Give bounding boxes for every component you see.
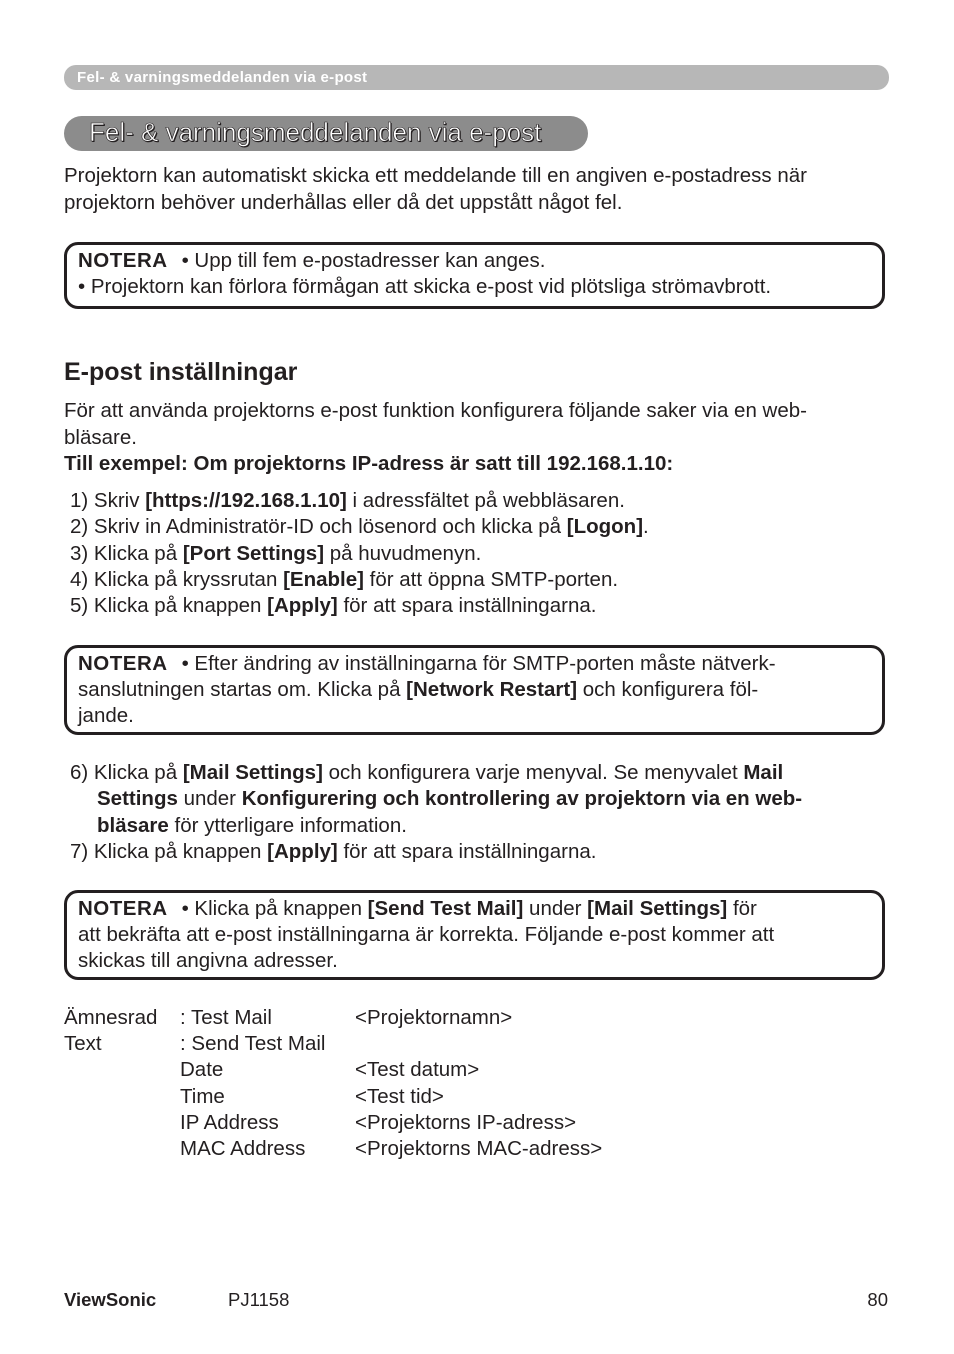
note-box-2 [64, 645, 885, 735]
running-header-title: Fel- & varningsmeddelanden via e-post [77, 69, 368, 86]
note-label: NOTERA [78, 652, 168, 675]
table-value: <Test datum> [355, 1058, 480, 1082]
subject-label: Ämnesrad [64, 1006, 158, 1029]
table-field: MAC Address [180, 1137, 306, 1161]
mail-table-labels [64, 1005, 157, 1057]
list-item: 3) Klicka på [Port Settings] på huvudmenyn. [70, 541, 482, 565]
table-field: IP Address [180, 1110, 279, 1134]
intro-line: För att använda projektorns e-post funktion konfigurera följande saker via en web- [64, 399, 807, 422]
intro-line: projektorn behöver underhållas eller då det uppstått något fel. [64, 190, 623, 214]
intro-line: bläsare. [64, 425, 137, 449]
section-title: Fel- & varningsmeddelanden via e-post [89, 117, 542, 147]
example-line: Till exempel: Om projektorns IP-adress är satt till 192.168.1.10: [64, 452, 674, 475]
note-text: jande. [78, 704, 134, 727]
list-item-continuation: bläsare för ytterligare information. [97, 813, 407, 837]
intro-paragraph [64, 163, 894, 216]
running-header-bar [64, 65, 889, 90]
note-box-3: NOTERA • Klicka på knappen [Send Test Mail] under [Mail Settings] för att bekräfta att e-post inställningarna är korrekta. Följande e-post kommer att skickas till angivna adresser. [64, 890, 885, 980]
email-settings-heading: E-post inställningar [64, 358, 298, 386]
list-item: 2) Skriv in Administratör-ID och lösenord och klicka på [Logon]. [70, 515, 649, 539]
mail-table-fields [180, 1005, 325, 1162]
text-label: Text [64, 1032, 102, 1056]
subject-extra: <Projektornamn> [355, 1006, 513, 1029]
table-value: <Projektorns MAC-adress> [355, 1137, 603, 1161]
note-text: • Efter ändring av inställningarna för SMTP-porten måste nätverk- [181, 652, 776, 675]
note-text: sanslutningen startas om. Klicka på [Network Restart] och konfigurera föl- [78, 678, 759, 701]
footer-page-number: 80 [867, 1289, 888, 1310]
table-value: <Test tid> [355, 1084, 444, 1108]
table-field: Time [180, 1084, 225, 1108]
table-value: <Projektorns IP-adress> [355, 1110, 577, 1134]
note-text: • Projektorn kan förlora förmågan att skicka e-post vid plötsliga strömavbrott. [78, 275, 772, 298]
list-item: 6) Klicka på [Mail Settings] och konfigurera varje menyval. Se menyvalet Mail [70, 761, 784, 784]
footer-brand: ViewSonic [64, 1289, 157, 1310]
note-text: skickas till angivna adresser. [78, 949, 338, 972]
list-item-continuation: Settings under Konfigurering och kontrollering av projektorn via en web- [97, 787, 803, 811]
email-settings-intro [64, 398, 894, 478]
list-item: 4) Klicka på kryssrutan [Enable] för att öppna SMTP-porten. [70, 567, 619, 591]
section-title-pill [64, 116, 588, 151]
note-label: NOTERA [78, 897, 168, 920]
note-text: att bekräfta att e-post inställningarna är korrekta. Följande e-post kommer att [78, 923, 775, 946]
text-value: : Send Test Mail [180, 1032, 326, 1056]
subject-value: : Test Mail [180, 1006, 272, 1029]
table-field: Date [180, 1058, 224, 1082]
note-text: • Upp till fem e-postadresser kan anges. [181, 249, 546, 272]
list-item: 7) Klicka på knappen [Apply] för att spara inställningarna. [70, 839, 597, 863]
list-item: 5) Klicka på knappen [Apply] för att spara inställningarna. [70, 594, 597, 618]
list-item: 1) Skriv [https://192.168.1.10] i adressfältet på webbläsaren. [70, 489, 625, 512]
mail-table-values [355, 1005, 602, 1162]
steps-list-1 [70, 488, 649, 619]
steps-list-2 [70, 760, 802, 865]
note-box-1 [64, 242, 885, 309]
note-label: NOTERA [78, 249, 168, 272]
footer-model: PJ1158 [228, 1289, 290, 1310]
intro-line: Projektorn kan automatiskt skicka ett meddelande till en angiven e-postadress när [64, 164, 807, 187]
